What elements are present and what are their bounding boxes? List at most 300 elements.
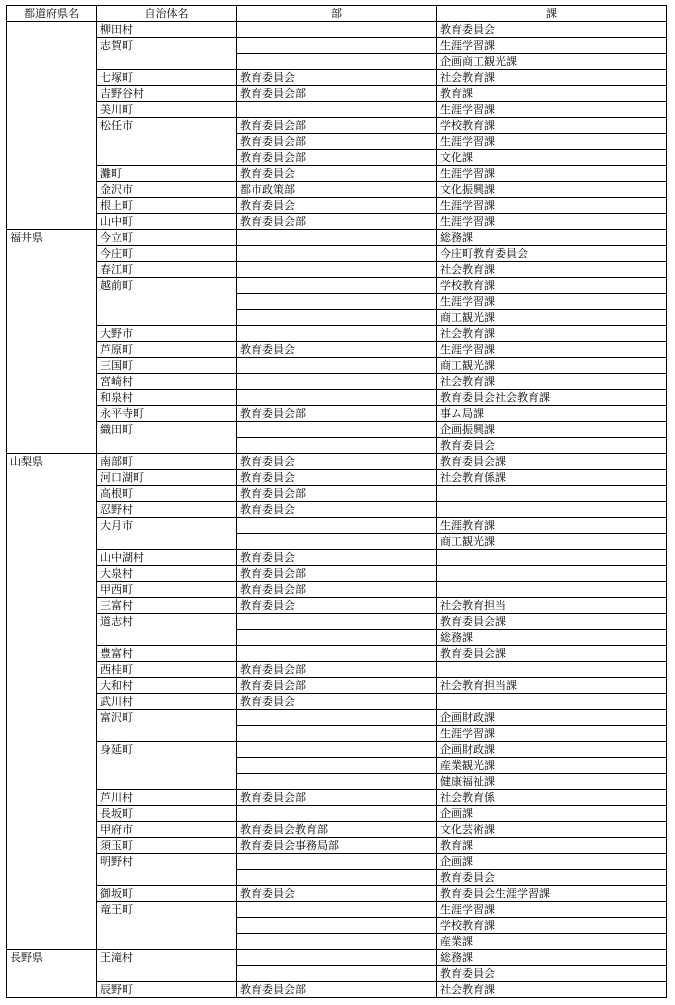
department-cell bbox=[237, 774, 437, 790]
table-row bbox=[7, 486, 667, 502]
municipality-cell: 大野市 bbox=[97, 326, 237, 342]
municipality-cell: 志賀町 bbox=[97, 38, 237, 54]
section-cell: 教育委員会 bbox=[437, 22, 667, 38]
table-row bbox=[7, 390, 667, 406]
department-cell: 都市政策部 bbox=[237, 182, 437, 198]
department-cell: 教育委員会部 bbox=[237, 214, 437, 230]
prefecture-cell bbox=[7, 70, 97, 86]
table-row bbox=[7, 934, 667, 950]
prefecture-cell bbox=[7, 502, 97, 518]
prefecture-cell bbox=[7, 310, 97, 326]
table-row bbox=[7, 118, 667, 134]
table-row bbox=[7, 86, 667, 102]
table-row bbox=[7, 710, 667, 726]
prefecture-cell bbox=[7, 374, 97, 390]
municipality-cell: 須玉町 bbox=[97, 838, 237, 854]
section-cell: 生涯学習課 bbox=[437, 902, 667, 918]
prefecture-cell bbox=[7, 486, 97, 502]
department-cell bbox=[237, 230, 437, 246]
table-row bbox=[7, 550, 667, 566]
prefecture-cell bbox=[7, 758, 97, 774]
municipality-cell: 大泉村 bbox=[97, 566, 237, 582]
table-row bbox=[7, 822, 667, 838]
prefecture-cell bbox=[7, 790, 97, 806]
municipality-cell: 美川町 bbox=[97, 102, 237, 118]
section-cell: 教育課 bbox=[437, 86, 667, 102]
table-row bbox=[7, 678, 667, 694]
prefecture-cell bbox=[7, 598, 97, 614]
header-municipality: 自治体名 bbox=[97, 6, 237, 22]
municipality-cell: 今庄町 bbox=[97, 246, 237, 262]
prefecture-cell: 長野県 bbox=[7, 950, 97, 966]
municipality-cell: 松任市 bbox=[97, 118, 237, 134]
table-row bbox=[7, 598, 667, 614]
section-cell bbox=[437, 662, 667, 678]
department-cell: 教育委員会部 bbox=[237, 150, 437, 166]
department-cell bbox=[237, 358, 437, 374]
department-cell: 教育委員会部 bbox=[237, 678, 437, 694]
table-row bbox=[7, 582, 667, 598]
section-cell: 生涯教育課 bbox=[437, 518, 667, 534]
department-cell bbox=[237, 326, 437, 342]
section-cell: 社会教育担当 bbox=[437, 598, 667, 614]
header-prefecture: 都道府県名 bbox=[7, 6, 97, 22]
municipality-cell: 越前町 bbox=[97, 278, 237, 294]
municipality-cell: 金沢市 bbox=[97, 182, 237, 198]
department-cell: 教育委員会部 bbox=[237, 86, 437, 102]
table-row bbox=[7, 806, 667, 822]
municipality-cell bbox=[97, 150, 237, 166]
department-cell: 教育委員会 bbox=[237, 166, 437, 182]
table-row bbox=[7, 694, 667, 710]
table-row bbox=[7, 742, 667, 758]
section-cell: 社会教育課 bbox=[437, 326, 667, 342]
municipality-cell: 灘町 bbox=[97, 166, 237, 182]
table-row bbox=[7, 70, 667, 86]
section-cell: 教育委員会課 bbox=[437, 646, 667, 662]
municipality-cell: 山中湖村 bbox=[97, 550, 237, 566]
department-cell: 教育委員会 bbox=[237, 470, 437, 486]
prefecture-cell bbox=[7, 102, 97, 118]
table-row bbox=[7, 982, 667, 998]
municipality-cell bbox=[97, 918, 237, 934]
table-row bbox=[7, 294, 667, 310]
municipality-cell: 西桂町 bbox=[97, 662, 237, 678]
prefecture-cell bbox=[7, 566, 97, 582]
prefecture-cell bbox=[7, 550, 97, 566]
section-cell: 生涯学習課 bbox=[437, 294, 667, 310]
header-department: 部 bbox=[237, 6, 437, 22]
prefecture-cell bbox=[7, 662, 97, 678]
table-row bbox=[7, 534, 667, 550]
department-cell bbox=[237, 518, 437, 534]
prefecture-cell bbox=[7, 694, 97, 710]
prefecture-cell bbox=[7, 630, 97, 646]
municipality-cell: 豊富村 bbox=[97, 646, 237, 662]
prefecture-cell bbox=[7, 326, 97, 342]
section-cell: 健康福祉課 bbox=[437, 774, 667, 790]
section-cell: 産業観光課 bbox=[437, 758, 667, 774]
section-cell: 社会教育課 bbox=[437, 262, 667, 278]
section-cell: 学校教育課 bbox=[437, 278, 667, 294]
section-cell: 生涯学習課 bbox=[437, 134, 667, 150]
department-cell: 教育委員会 bbox=[237, 198, 437, 214]
prefecture-cell bbox=[7, 918, 97, 934]
department-cell bbox=[237, 22, 437, 38]
municipality-cell: 御坂町 bbox=[97, 886, 237, 902]
table-row bbox=[7, 518, 667, 534]
section-cell: 生涯学習課 bbox=[437, 38, 667, 54]
department-cell bbox=[237, 294, 437, 310]
prefecture-cell bbox=[7, 614, 97, 630]
table-row bbox=[7, 646, 667, 662]
municipality-cell bbox=[97, 934, 237, 950]
table-row bbox=[7, 854, 667, 870]
municipality-cell: 甲西町 bbox=[97, 582, 237, 598]
municipality-cell: 山中町 bbox=[97, 214, 237, 230]
prefecture-cell bbox=[7, 534, 97, 550]
prefecture-cell bbox=[7, 22, 97, 38]
municipality-cell: 芦原町 bbox=[97, 342, 237, 358]
table-row bbox=[7, 438, 667, 454]
prefecture-cell bbox=[7, 182, 97, 198]
table-row bbox=[7, 870, 667, 886]
prefecture-cell bbox=[7, 86, 97, 102]
municipality-cell bbox=[97, 294, 237, 310]
table-row bbox=[7, 214, 667, 230]
section-cell: 企画課 bbox=[437, 854, 667, 870]
municipality-cell bbox=[97, 54, 237, 70]
prefecture-cell bbox=[7, 166, 97, 182]
section-cell: 教育委員会生涯学習課 bbox=[437, 886, 667, 902]
municipality-cell bbox=[97, 726, 237, 742]
table-row bbox=[7, 422, 667, 438]
municipality-cell: 長坂町 bbox=[97, 806, 237, 822]
table-row bbox=[7, 134, 667, 150]
section-cell: 文化振興課 bbox=[437, 182, 667, 198]
section-cell bbox=[437, 550, 667, 566]
prefecture-cell bbox=[7, 838, 97, 854]
prefecture-cell bbox=[7, 438, 97, 454]
department-cell: 教育委員会部 bbox=[237, 486, 437, 502]
municipality-cell bbox=[97, 870, 237, 886]
municipality-cell: 河口湖町 bbox=[97, 470, 237, 486]
prefecture-cell bbox=[7, 198, 97, 214]
section-cell: 生涯学習課 bbox=[437, 342, 667, 358]
section-cell: 文化芸術課 bbox=[437, 822, 667, 838]
municipality-cell: 辰野町 bbox=[97, 982, 237, 998]
prefecture-cell bbox=[7, 774, 97, 790]
section-cell: 総務課 bbox=[437, 230, 667, 246]
table-row bbox=[7, 326, 667, 342]
prefecture-cell bbox=[7, 278, 97, 294]
table-row bbox=[7, 502, 667, 518]
department-cell: 教育委員会 bbox=[237, 550, 437, 566]
department-cell: 教育委員会 bbox=[237, 70, 437, 86]
municipality-cell: 明野村 bbox=[97, 854, 237, 870]
department-cell bbox=[237, 614, 437, 630]
department-cell: 教育委員会事務局部 bbox=[237, 838, 437, 854]
section-cell: 生涯学習課 bbox=[437, 726, 667, 742]
section-cell: 総務課 bbox=[437, 950, 667, 966]
section-cell: 社会教育課 bbox=[437, 374, 667, 390]
prefecture-cell bbox=[7, 710, 97, 726]
section-cell: 学校教育課 bbox=[437, 918, 667, 934]
prefecture-cell bbox=[7, 342, 97, 358]
section-cell: 企画課 bbox=[437, 806, 667, 822]
municipality-cell: 武川村 bbox=[97, 694, 237, 710]
municipality-table bbox=[6, 5, 667, 998]
section-cell: 社会教育係 bbox=[437, 790, 667, 806]
section-cell bbox=[437, 486, 667, 502]
department-cell bbox=[237, 102, 437, 118]
table-row bbox=[7, 150, 667, 166]
section-cell: 総務課 bbox=[437, 630, 667, 646]
department-cell bbox=[237, 630, 437, 646]
table-row bbox=[7, 310, 667, 326]
table-row bbox=[7, 54, 667, 70]
municipality-cell: 富沢町 bbox=[97, 710, 237, 726]
section-cell: 教育委員会課 bbox=[437, 614, 667, 630]
section-cell: 企画財政課 bbox=[437, 710, 667, 726]
table-row bbox=[7, 774, 667, 790]
table-row bbox=[7, 630, 667, 646]
header-row bbox=[7, 6, 667, 22]
department-cell: 教育委員会教育部 bbox=[237, 822, 437, 838]
prefecture-cell bbox=[7, 886, 97, 902]
municipality-cell: 甲府市 bbox=[97, 822, 237, 838]
section-cell: 商工観光課 bbox=[437, 358, 667, 374]
prefecture-cell bbox=[7, 294, 97, 310]
department-cell bbox=[237, 534, 437, 550]
table-row bbox=[7, 838, 667, 854]
department-cell bbox=[237, 646, 437, 662]
table-row bbox=[7, 342, 667, 358]
table-row bbox=[7, 102, 667, 118]
table-row bbox=[7, 230, 667, 246]
prefecture-cell bbox=[7, 38, 97, 54]
table-row bbox=[7, 662, 667, 678]
table-row bbox=[7, 950, 667, 966]
department-cell bbox=[237, 742, 437, 758]
section-cell: 教育委員会 bbox=[437, 870, 667, 886]
table-row bbox=[7, 614, 667, 630]
municipality-cell: 竜王町 bbox=[97, 902, 237, 918]
section-cell: 教育委員会 bbox=[437, 966, 667, 982]
section-cell: 生涯学習課 bbox=[437, 102, 667, 118]
section-cell: 社会教育課 bbox=[437, 70, 667, 86]
department-cell bbox=[237, 710, 437, 726]
municipality-cell: 芦川村 bbox=[97, 790, 237, 806]
section-cell: 事ム局課 bbox=[437, 406, 667, 422]
section-cell: 教育委員会課 bbox=[437, 454, 667, 470]
prefecture-cell bbox=[7, 870, 97, 886]
table-row bbox=[7, 246, 667, 262]
section-cell: 社会教育課 bbox=[437, 982, 667, 998]
prefecture-cell bbox=[7, 134, 97, 150]
section-cell: 教育委員会社会教育課 bbox=[437, 390, 667, 406]
municipality-cell: 根上町 bbox=[97, 198, 237, 214]
section-cell: 学校教育課 bbox=[437, 118, 667, 134]
prefecture-cell bbox=[7, 854, 97, 870]
department-cell: 教育委員会 bbox=[237, 598, 437, 614]
department-cell bbox=[237, 966, 437, 982]
department-cell bbox=[237, 870, 437, 886]
section-cell: 生涯学習課 bbox=[437, 198, 667, 214]
department-cell bbox=[237, 262, 437, 278]
section-cell: 社会教育係課 bbox=[437, 470, 667, 486]
department-cell: 教育委員会部 bbox=[237, 118, 437, 134]
municipality-cell bbox=[97, 310, 237, 326]
department-cell: 教育委員会部 bbox=[237, 982, 437, 998]
department-cell: 教育委員会部 bbox=[237, 134, 437, 150]
department-cell bbox=[237, 902, 437, 918]
municipality-cell: 道志村 bbox=[97, 614, 237, 630]
municipality-cell: 身延町 bbox=[97, 742, 237, 758]
table-row bbox=[7, 198, 667, 214]
prefecture-cell bbox=[7, 678, 97, 694]
municipality-cell: 忍野村 bbox=[97, 502, 237, 518]
municipality-cell bbox=[97, 758, 237, 774]
department-cell: 教育委員会 bbox=[237, 694, 437, 710]
prefecture-cell bbox=[7, 934, 97, 950]
section-cell bbox=[437, 582, 667, 598]
table-row bbox=[7, 358, 667, 374]
department-cell: 教育委員会 bbox=[237, 502, 437, 518]
section-cell: 生涯学習課 bbox=[437, 166, 667, 182]
department-cell bbox=[237, 806, 437, 822]
department-cell: 教育委員会部 bbox=[237, 662, 437, 678]
section-cell: 企画振興課 bbox=[437, 422, 667, 438]
department-cell bbox=[237, 422, 437, 438]
table-row bbox=[7, 166, 667, 182]
table-row bbox=[7, 790, 667, 806]
municipality-cell: 大和村 bbox=[97, 678, 237, 694]
department-cell: 教育委員会 bbox=[237, 342, 437, 358]
department-cell bbox=[237, 310, 437, 326]
section-cell bbox=[437, 694, 667, 710]
municipality-cell: 七塚町 bbox=[97, 70, 237, 86]
prefecture-cell bbox=[7, 390, 97, 406]
department-cell bbox=[237, 950, 437, 966]
prefecture-cell bbox=[7, 358, 97, 374]
section-cell: 今庄町教育委員会 bbox=[437, 246, 667, 262]
municipality-cell: 高根町 bbox=[97, 486, 237, 502]
municipality-cell: 三国町 bbox=[97, 358, 237, 374]
table-row bbox=[7, 182, 667, 198]
department-cell: 教育委員会部 bbox=[237, 582, 437, 598]
prefecture-cell bbox=[7, 406, 97, 422]
department-cell bbox=[237, 918, 437, 934]
department-cell: 教育委員会 bbox=[237, 886, 437, 902]
section-cell: 教育委員会 bbox=[437, 438, 667, 454]
municipality-cell: 宮崎村 bbox=[97, 374, 237, 390]
department-cell bbox=[237, 38, 437, 54]
section-cell: 教育課 bbox=[437, 838, 667, 854]
table-row bbox=[7, 454, 667, 470]
prefecture-cell bbox=[7, 54, 97, 70]
section-cell bbox=[437, 502, 667, 518]
table-row bbox=[7, 22, 667, 38]
municipality-cell: 南部町 bbox=[97, 454, 237, 470]
municipality-cell: 春江町 bbox=[97, 262, 237, 278]
municipality-cell: 和泉村 bbox=[97, 390, 237, 406]
table-row bbox=[7, 262, 667, 278]
department-cell bbox=[237, 438, 437, 454]
department-cell bbox=[237, 374, 437, 390]
prefecture-cell bbox=[7, 982, 97, 998]
municipality-cell: 織田町 bbox=[97, 422, 237, 438]
prefecture-cell bbox=[7, 518, 97, 534]
table-row bbox=[7, 374, 667, 390]
prefecture-cell bbox=[7, 246, 97, 262]
prefecture-cell bbox=[7, 470, 97, 486]
section-cell: 商工観光課 bbox=[437, 310, 667, 326]
municipality-cell bbox=[97, 534, 237, 550]
department-cell bbox=[237, 278, 437, 294]
municipality-cell bbox=[97, 134, 237, 150]
section-cell: 社会教育担当課 bbox=[437, 678, 667, 694]
section-cell: 企画商工観光課 bbox=[437, 54, 667, 70]
department-cell: 教育委員会 bbox=[237, 454, 437, 470]
municipality-cell: 永平寺町 bbox=[97, 406, 237, 422]
table-row bbox=[7, 406, 667, 422]
prefecture-cell bbox=[7, 582, 97, 598]
municipality-cell: 三富村 bbox=[97, 598, 237, 614]
prefecture-cell bbox=[7, 742, 97, 758]
municipality-cell: 王滝村 bbox=[97, 950, 237, 966]
prefecture-cell: 福井県 bbox=[7, 230, 97, 246]
section-cell: 文化課 bbox=[437, 150, 667, 166]
table-row bbox=[7, 566, 667, 582]
section-cell: 産業課 bbox=[437, 934, 667, 950]
prefecture-cell bbox=[7, 966, 97, 982]
section-cell: 生涯学習課 bbox=[437, 214, 667, 230]
table-row bbox=[7, 470, 667, 486]
department-cell bbox=[237, 390, 437, 406]
table-row bbox=[7, 902, 667, 918]
department-cell bbox=[237, 54, 437, 70]
section-cell: 商工観光課 bbox=[437, 534, 667, 550]
prefecture-cell bbox=[7, 902, 97, 918]
prefecture-cell: 山梨県 bbox=[7, 454, 97, 470]
municipality-cell: 今立町 bbox=[97, 230, 237, 246]
municipality-cell bbox=[97, 630, 237, 646]
header-section: 課 bbox=[437, 6, 667, 22]
prefecture-cell bbox=[7, 118, 97, 134]
department-cell bbox=[237, 726, 437, 742]
prefecture-cell bbox=[7, 422, 97, 438]
table-row bbox=[7, 758, 667, 774]
department-cell: 教育委員会部 bbox=[237, 790, 437, 806]
table-row bbox=[7, 886, 667, 902]
table-row bbox=[7, 966, 667, 982]
department-cell bbox=[237, 854, 437, 870]
prefecture-cell bbox=[7, 822, 97, 838]
department-cell bbox=[237, 246, 437, 262]
prefecture-cell bbox=[7, 262, 97, 278]
table-row bbox=[7, 38, 667, 54]
table-row bbox=[7, 278, 667, 294]
prefecture-cell bbox=[7, 806, 97, 822]
table-row bbox=[7, 726, 667, 742]
municipality-cell bbox=[97, 966, 237, 982]
municipality-cell bbox=[97, 774, 237, 790]
prefecture-cell bbox=[7, 214, 97, 230]
department-cell: 教育委員会部 bbox=[237, 406, 437, 422]
section-cell bbox=[437, 566, 667, 582]
municipality-cell: 吉野谷村 bbox=[97, 86, 237, 102]
